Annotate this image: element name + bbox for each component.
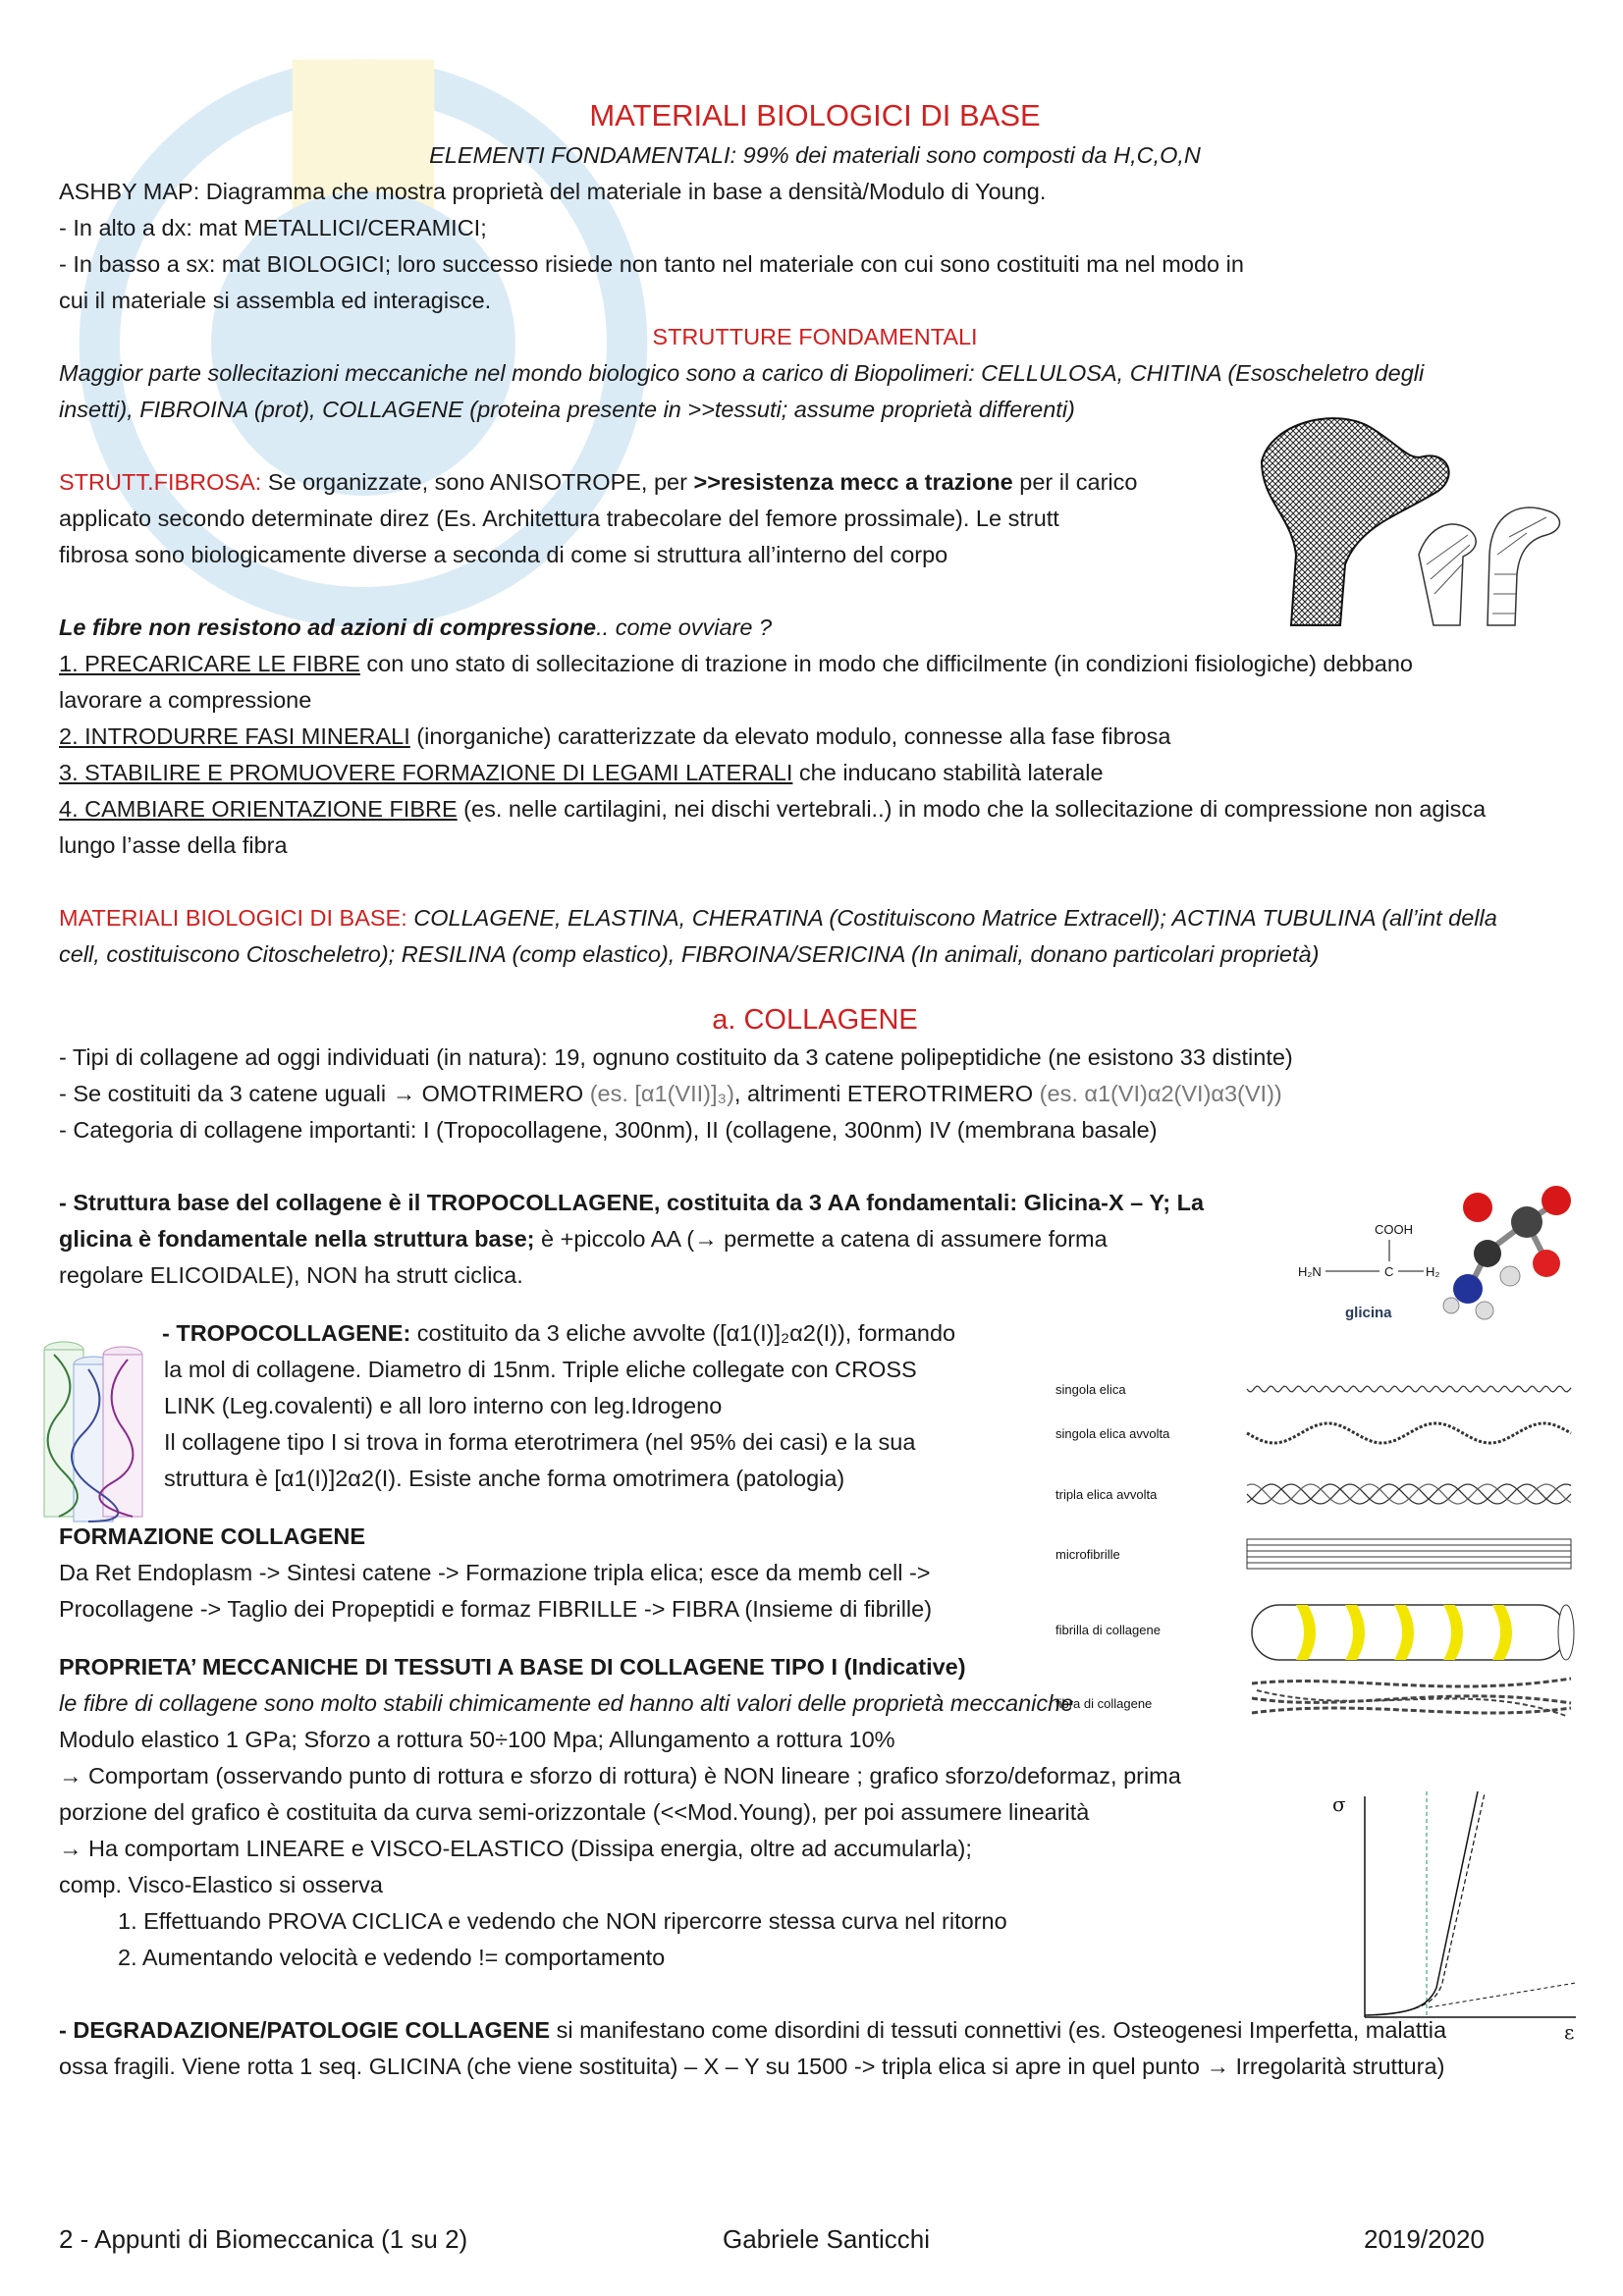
struttura-rest: è +piccolo AA (→ permette a catena di assumere forma [534, 1226, 1108, 1252]
subtitle: ELEMENTI FONDAMENTALI: 99% dei materiali sono composti da H,C,O,N [429, 142, 1201, 168]
graph-secant-line [1429, 1983, 1576, 2007]
footer-center: Gabriele Santicchi [723, 2224, 930, 2254]
materiali-line-1 [59, 900, 1571, 936]
proprieta-line-4: porzione del grafico è costituita da curva semi-orizzontale (<<Mod.Young), per poi assumere linearità [59, 1799, 1090, 1825]
glicina-figure [1276, 1183, 1576, 1335]
graph-y-label: σ [1332, 1792, 1346, 1816]
fibra-drawing [1252, 1679, 1571, 1716]
struttura-bold: glicina è fondamentale nella struttura base; [59, 1226, 535, 1252]
tropo-line-2: la mol di collagene. Diametro di 15nm. Triple eliche collegate con CROSS [164, 1357, 917, 1382]
collagen-hierarchy-figure [1051, 1345, 1581, 1728]
ashby-line-2: - In alto a dx: mat METALLICI/CERAMICI; [59, 215, 487, 240]
struttura-line-1: - Struttura base del collagene è il TROPOCOLLAGENE, costituita da 3 AA fondamentali: Glicina-X – Y; La [59, 1190, 1205, 1215]
fibrosa-text-a: Se organizzate, sono ANISOTROPE, per [261, 469, 694, 495]
strutture-line-1: Maggior parte sollecitazioni meccaniche nel mondo biologico sono a carico di Biopolimeri: CELLULOSA, CHITINA (Esoscheletro degli [59, 360, 1425, 386]
degradazione-line-2: ossa fragili. Viene rotta 1 seq. GLICINA (che viene sostituita) – X – Y su 1500 -> tripla elica si apre in quel punto → Irregolarità struttura) [59, 2054, 1445, 2079]
ashby-line-1: ASHBY MAP: Diagramma che mostra proprietà del materiale in base a densità/Modulo di Young. [59, 179, 1047, 204]
footer-left: 2 - Appunti di Biomeccanica (1 su 2) [59, 2224, 468, 2254]
degradazione-text: si manifestano come disordini di tessuti connettivi (es. Osteogenesi Imperfetta, malattia [550, 2017, 1447, 2043]
materiali-label: MATERIALI BIOLOGICI DI BASE: [59, 905, 407, 931]
fibrosa-line-2: applicato secondo determinate direz (Es. Architettura trabecolare del femore prossimale). Le strutt [59, 506, 1059, 531]
collagene-line-2 [59, 1076, 1571, 1112]
list-item-4-cont: lungo l’asse della fibra [59, 832, 288, 858]
tripla-elica-drawing [1247, 1484, 1571, 1504]
glicina-c: C [1384, 1264, 1394, 1279]
proprieta-line-1: le fibre di collagene sono molto stabili chimicamente ed hanno alti valori delle proprietà meccaniche [59, 1690, 1074, 1716]
hierarchy-label-fibra: fibra di collagene [1055, 1696, 1153, 1711]
tropo-label: - TROPOCOLLAGENE: [162, 1320, 411, 1346]
ashby-line-4: cui il materiale si assembla ed interagisce. [59, 288, 492, 313]
question-bold: Le fibre non resistono ad azioni di compressione [59, 614, 597, 640]
collagene-line-1: - Tipi di collagene ad oggi individuati (in natura): 19, ognuno costituito da 3 catene polipeptidiche (ne esistono 33 distinte) [59, 1044, 1293, 1070]
footer-right: 2019/2020 [1364, 2224, 1485, 2254]
list-item-2-text: (inorganiche) caratterizzate da elevato modulo, connesse alla fase fibrosa [409, 723, 1171, 749]
list-item-4-text: (es. nelle cartilagini, nei dischi vertebrali..) in modo che la sollecitazione di compressione non agisca [457, 796, 1487, 822]
hierarchy-label-tripla-elica: tripla elica avvolta [1055, 1487, 1158, 1502]
list-item-3-title: 3. STABILIRE E PROMUOVERE FORMAZIONE DI LEGAMI LATERALI [59, 760, 793, 785]
hierarchy-label-fibrilla: fibrilla di collagene [1055, 1623, 1161, 1637]
page-title: MATERIALI BIOLOGICI DI BASE [589, 98, 1041, 133]
strutture-line-2: insetti), FIBROINA (prot), COLLAGENE (proteina presente in >>tessuti; assume proprietà differenti) [59, 397, 1075, 422]
singola-elica-avvolta-drawing [1247, 1423, 1571, 1443]
question-rest: .. come ovviare ? [596, 614, 773, 640]
hierarchy-label-microfibrille: microfibrille [1055, 1547, 1120, 1562]
tropo-line-3: LINK (Leg.covalenti) e all loro interno con leg.Idrogeno [164, 1393, 723, 1418]
glicina-h2: H₂ [1426, 1264, 1440, 1279]
formazione-heading: FORMAZIONE COLLAGENE [59, 1523, 366, 1549]
fibrosa-label: STRUTT.FIBROSA: [59, 469, 262, 495]
list-item-1-title: 1. PRECARICARE LE FIBRE [59, 651, 360, 676]
materiali-line-2: cell, costituiscono Citoscheletro); RESILINA (comp elastico), FIBROINA/SERICINA (In animali, donano particolari proprietà) [59, 941, 1320, 967]
proprieta-line-3: → Comportam (osservando punto di rottura e sforzo di rottura) è NON lineare ; grafico sforzo/deformaz, prima [59, 1763, 1181, 1789]
hierarchy-label-singola-elica: singola elica [1055, 1382, 1126, 1397]
microfibrille-drawing [1247, 1539, 1571, 1569]
collagene-line-3: - Categoria di collagene importanti: I (Tropocollagene, 300nm), II (collagene, 300nm) IV (membrana basale) [59, 1117, 1158, 1143]
list-item-2-title: 2. INTRODURRE FASI MINERALI [59, 723, 410, 749]
list-item-4-title: 4. CAMBIARE ORIENTAZIONE FIBRE [59, 796, 458, 822]
strutture-heading: STRUTTURE FONDAMENTALI [652, 324, 978, 349]
hierarchy-label-singola-elica-avvolta: singola elica avvolta [1055, 1426, 1170, 1441]
proprieta-line-6: comp. Visco-Elastico si osserva [59, 1872, 383, 1897]
ashby-line-3: - In basso a sx: mat BIOLOGICI; loro successo risiede non tanto nel materiale con cui sono costituiti ma nel modo in [59, 251, 1244, 277]
omotrimero-text: - Se costituiti da 3 catene uguali → OMOTRIMERO [59, 1081, 590, 1106]
fibrilla-drawing [1252, 1605, 1574, 1660]
glicina-caption: glicina [1345, 1305, 1392, 1321]
list-item-4 [59, 791, 1571, 828]
list-item-1-cont: lavorare a compressione [59, 687, 312, 713]
glicina-cooh: COOH [1375, 1222, 1413, 1237]
tropo-line-5: struttura è [α1(I)]2α2(I). Esiste anche forma omotrimera (patologia) [164, 1466, 845, 1491]
list-item-1-text: con uno stato di sollecitazione di trazione in modo che difficilmente (in condizioni fisiologiche) debbano [359, 651, 1413, 676]
eterotrimero-text: , altrimenti ETEROTRIMERO [733, 1081, 1040, 1106]
formazione-line-1: Da Ret Endoplasm -> Sintesi catene -> Formazione tripla elica; esce da memb cell -> [59, 1560, 931, 1585]
proprieta-line-2: Modulo elastico 1 GPa; Sforzo a rottura 50÷100 Mpa; Allungamento a rottura 10% [59, 1727, 895, 1752]
tropo-line-4: Il collagene tipo I si trova in forma eterotrimera (nel 95% dei casi) e la sua [164, 1429, 916, 1455]
fibrosa-text-b: >>resistenza mecc a trazione [693, 469, 1013, 495]
list-item-1 [59, 646, 1571, 682]
proprieta-heading: PROPRIETA’ MECCANICHE DI TESSUTI A BASE DI COLLAGENE TIPO I (Indicative) [59, 1654, 966, 1680]
list-item-3-text: che inducano stabilità laterale [792, 760, 1104, 785]
formazione-line-2: Procollagene -> Taglio dei Propeptidi e formaz FIBRILLE -> FIBRA (Insieme di fibrille) [59, 1596, 933, 1622]
femur-illustration [1252, 407, 1576, 628]
triple-helix-figure [39, 1335, 157, 1531]
list-item-3 [59, 755, 1571, 791]
collagene-heading: a. COLLAGENE [712, 1004, 918, 1036]
degradazione-bold: - DEGRADAZIONE/PATOLOGIE COLLAGENE [59, 2017, 551, 2043]
proprieta-line-5: → Ha comportam LINEARE e VISCO-ELASTICO (Dissipa energia, oltre ad accumularla); [59, 1836, 972, 1861]
omotrimero-example: (es. [α1(VII)]₃) [589, 1081, 734, 1106]
eterotrimero-example: (es. α1(VI)α2(VI)α3(VI)) [1039, 1081, 1282, 1106]
fibrosa-text-c: per il carico [1012, 469, 1138, 495]
graph-loading-curve [1365, 1791, 1478, 2015]
struttura-line-3: regolare ELICOIDALE), NON ha strutt ciclica. [59, 1262, 523, 1288]
glicina-h2n: H₂N [1298, 1264, 1322, 1279]
fibrosa-line-3: fibrosa sono biologicamente diverse a seconda di come si struttura all’interno del corpo [59, 542, 948, 567]
singola-elica-drawing [1247, 1386, 1571, 1392]
materiali-text: COLLAGENE, ELASTINA, CHERATINA (Costituiscono Matrice Extracell); ACTINA TUBULINA (all’int della [406, 905, 1497, 931]
graph-x-label: ε [1564, 2020, 1575, 2044]
glicina-ball-model [1443, 1186, 1571, 1319]
list-item-2 [59, 719, 1571, 755]
ordered-item-1: 1. Effettuando PROVA CICLICA e vedendo che NON ripercorre stessa curva nel ritorno [118, 1908, 1007, 1934]
ordered-item-2: 2. Aumentando velocità e vedendo != comportamento [118, 1945, 666, 1970]
tropo-text: costituito da 3 eliche avvolte ([α1(I)]₂α2(I)), formando [410, 1320, 956, 1346]
stress-strain-graph [1321, 1782, 1586, 2047]
